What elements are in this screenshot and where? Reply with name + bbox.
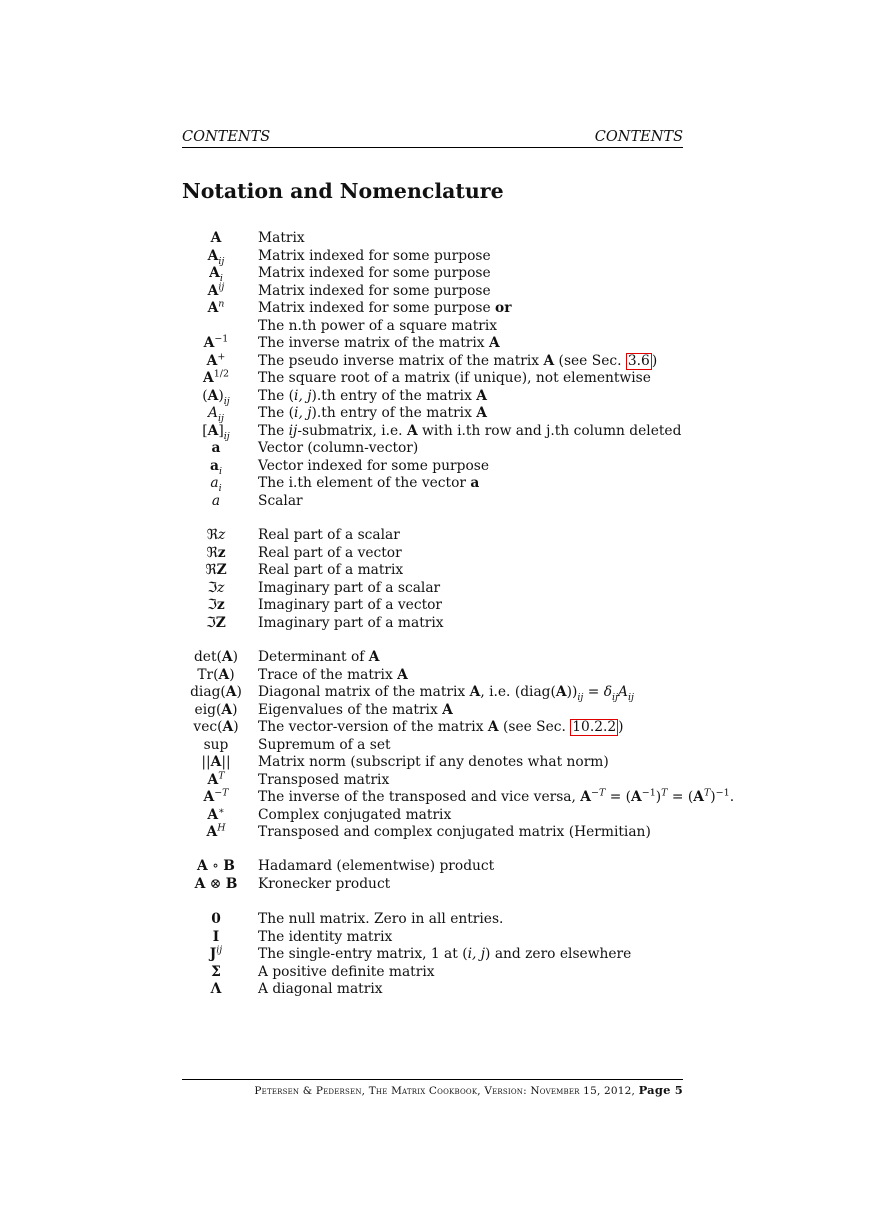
notation-symbol: 0	[211, 911, 221, 927]
notation-description: Hadamard (elementwise) product	[258, 858, 495, 874]
notation-description: Imaginary part of a matrix	[258, 614, 444, 631]
notation-symbol: $a_i$	[210, 457, 222, 477]
notation-group	[182, 858, 742, 893]
notation-row	[182, 719, 742, 737]
notation-symbol: vec(A)	[193, 719, 239, 735]
notation-row	[182, 702, 742, 720]
notation-description: Real part of a scalar	[258, 527, 400, 543]
notation-row	[182, 458, 742, 476]
notation-symbol: $A^T$	[207, 769, 225, 788]
notation-row	[182, 350, 742, 371]
notation-description: Matrix indexed for some purpose or	[258, 300, 512, 316]
notation-symbol: Tr(A)	[197, 666, 235, 683]
notation-description: Imaginary part of a vector	[258, 597, 443, 613]
notation-description: Transposed and complex conjugated matrix (Hermitian)	[258, 824, 651, 840]
header-rule	[182, 147, 683, 148]
notation-symbol: ℑz	[207, 579, 225, 596]
notation-description: The identity matrix	[258, 928, 393, 945]
notation-description: Real part of a matrix	[258, 562, 404, 578]
notation-row	[182, 545, 742, 563]
notation-row	[182, 335, 742, 353]
notation-description: The pseudo inverse matrix of the matrix A (see Sec. 3.6 )	[258, 352, 658, 369]
notation-row	[182, 789, 742, 807]
notation-symbol: $A^n$	[207, 298, 225, 316]
notation-symbol: sup	[203, 736, 229, 753]
notation-symbol: $(A)_{ij}$	[202, 387, 230, 407]
notation-description: Kronecker product	[258, 875, 391, 892]
notation-row	[182, 737, 742, 755]
notation-row	[182, 405, 742, 423]
notation-symbol: diag(A)	[190, 684, 242, 700]
notation-row	[182, 804, 742, 825]
notation-symbol: $A^{ij}$	[207, 280, 225, 299]
notation-symbol: A ∘ B	[197, 858, 235, 874]
notation-row	[182, 824, 742, 842]
notation-description: Eigenvalues of the matrix A	[258, 701, 453, 718]
notation-symbol: ℑz	[207, 597, 225, 613]
notation-description: The inverse matrix of the matrix A	[258, 335, 500, 351]
notation-symbol: Σ	[211, 963, 221, 980]
footer-text: Petersen & Pedersen, The Matrix Cookbook, Version: November 15, 2012,	[254, 1085, 636, 1097]
notation-row	[182, 964, 742, 982]
notation-symbol: $A^{1/2}$	[202, 368, 229, 386]
notation-symbol: ℑZ	[206, 614, 226, 631]
notation-symbol: Λ	[210, 981, 222, 997]
header-left: CONTENTS	[182, 129, 271, 145]
notation-row	[182, 667, 742, 685]
notation-row	[182, 754, 742, 772]
notation-symbol: I	[212, 928, 220, 945]
notation-row	[182, 981, 742, 999]
notation-description: Matrix	[258, 230, 305, 246]
notation-row	[182, 876, 742, 894]
notation-row	[182, 858, 742, 876]
notation-description: The ij-submatrix, i.e. A with i.th row and j.th column deleted	[258, 422, 682, 439]
section-title: Notation and Nomenclature	[182, 179, 504, 203]
notation-description: Real part of a vector	[258, 544, 402, 561]
notation-description: Trace of the matrix A	[258, 666, 408, 683]
notation-row	[182, 597, 742, 615]
page-number: Page 5	[638, 1083, 683, 1097]
notation-symbol: A+	[206, 350, 226, 369]
notation-symbol: $A^H$	[206, 822, 226, 840]
notation-description: A positive definite matrix	[258, 963, 435, 980]
notation-row	[182, 300, 742, 318]
notation-symbol: $A_i$	[209, 265, 223, 284]
notation-row	[182, 946, 742, 964]
notation-row	[182, 265, 742, 283]
notation-symbol: ℜz	[206, 544, 226, 561]
notation-symbol: a	[211, 440, 221, 456]
section-reference-link[interactable]: 3.6	[627, 352, 650, 369]
notation-group	[182, 649, 742, 842]
notation-symbol: $A^{-1}$	[203, 333, 229, 351]
notation-symbol: $J^{ij}$	[209, 944, 223, 962]
notation-symbol: $a_i$	[210, 475, 222, 494]
notation-symbol: A	[210, 230, 222, 246]
notation-row	[182, 423, 742, 441]
notation-description: The single-entry matrix, 1 at (i, j) and zero elsewhere	[258, 946, 632, 962]
notation-description: The null matrix. Zero in all entries.	[258, 911, 504, 927]
header-right: CONTENTS	[594, 129, 683, 145]
notation-row	[182, 475, 742, 493]
notation-description: Transposed matrix	[258, 771, 390, 788]
notation-description: Determinant of A	[258, 649, 380, 665]
notation-description: Complex conjugated matrix	[258, 806, 452, 823]
notation-description: The n.th power of a square matrix	[258, 317, 498, 334]
notation-row	[182, 280, 742, 301]
notation-row	[182, 562, 742, 580]
notation-row	[182, 527, 742, 545]
section-reference-link[interactable]: 10.2.2	[572, 719, 617, 735]
notation-group	[182, 230, 742, 510]
notation-row	[182, 615, 742, 633]
footer-rule	[182, 1079, 683, 1080]
notation-description: The square root of a matrix (if unique), not elementwise	[258, 370, 651, 386]
notation-row	[182, 318, 742, 336]
notation-row	[182, 911, 742, 929]
notation-description: Matrix indexed for some purpose	[258, 247, 491, 264]
notation-description: Vector (column-vector)	[258, 440, 419, 456]
notation-row	[182, 370, 742, 388]
notation-symbol: $A_{ij}$	[207, 247, 225, 267]
notation-description: The (i, j).th entry of the matrix A	[258, 405, 487, 421]
notation-row	[182, 388, 742, 406]
notation-symbol: $A_{ij}$	[208, 405, 224, 424]
notation-symbol: A ⊗ B	[194, 875, 238, 892]
notation-description: Matrix norm (subscript if any denotes what norm)	[258, 754, 609, 770]
notation-description: Imaginary part of a scalar	[258, 579, 441, 596]
page-footer	[182, 1083, 683, 1099]
notation-description: The (i, j).th entry of the matrix A	[258, 387, 487, 404]
notation-symbol: ℜZ	[205, 562, 227, 578]
notation-symbol: $[A]_{ij}$	[202, 422, 230, 442]
notation-group	[182, 911, 742, 999]
notation-description: Scalar	[258, 492, 303, 509]
notation-description: Matrix indexed for some purpose	[258, 282, 491, 299]
notation-symbol: a	[211, 492, 221, 509]
notation-row	[182, 493, 742, 511]
notation-row	[182, 929, 742, 947]
notation-symbol: det(A)	[193, 649, 239, 665]
notation-symbol: eig(A)	[194, 701, 238, 718]
notation-symbol: A∗	[207, 804, 225, 823]
running-header	[182, 128, 683, 146]
notation-row	[182, 248, 742, 266]
notation-group	[182, 527, 742, 632]
notation-description: Matrix indexed for some purpose	[258, 265, 491, 281]
notation-row	[182, 440, 742, 458]
notation-row	[182, 649, 742, 667]
notation-row	[182, 769, 742, 790]
notation-row	[182, 580, 742, 598]
notation-description: Vector indexed for some purpose	[258, 457, 489, 474]
notation-row	[182, 684, 742, 702]
notation-description: The inverse of the transposed and vice versa, $A^{-T} = (A^{-1})^T = (A^T)^{-1}$.	[258, 787, 735, 805]
notation-symbol: $A^{-T}$	[203, 787, 229, 805]
notation-description: Diagonal matrix of the matrix A, i.e. $(diag(A))_{ij} = \delta_{ij}A_{ij}$	[258, 684, 634, 703]
notation-symbol: ℜz	[206, 527, 226, 543]
notation-description: A diagonal matrix	[258, 981, 383, 997]
notation-row	[182, 230, 742, 248]
notation-description: Supremum of a set	[258, 736, 391, 753]
notation-description: The vector-version of the matrix A (see Sec. 10.2.2 )	[258, 719, 624, 735]
notation-symbol: ||A||	[201, 754, 231, 770]
notation-description: The i.th element of the vector a	[258, 475, 480, 491]
